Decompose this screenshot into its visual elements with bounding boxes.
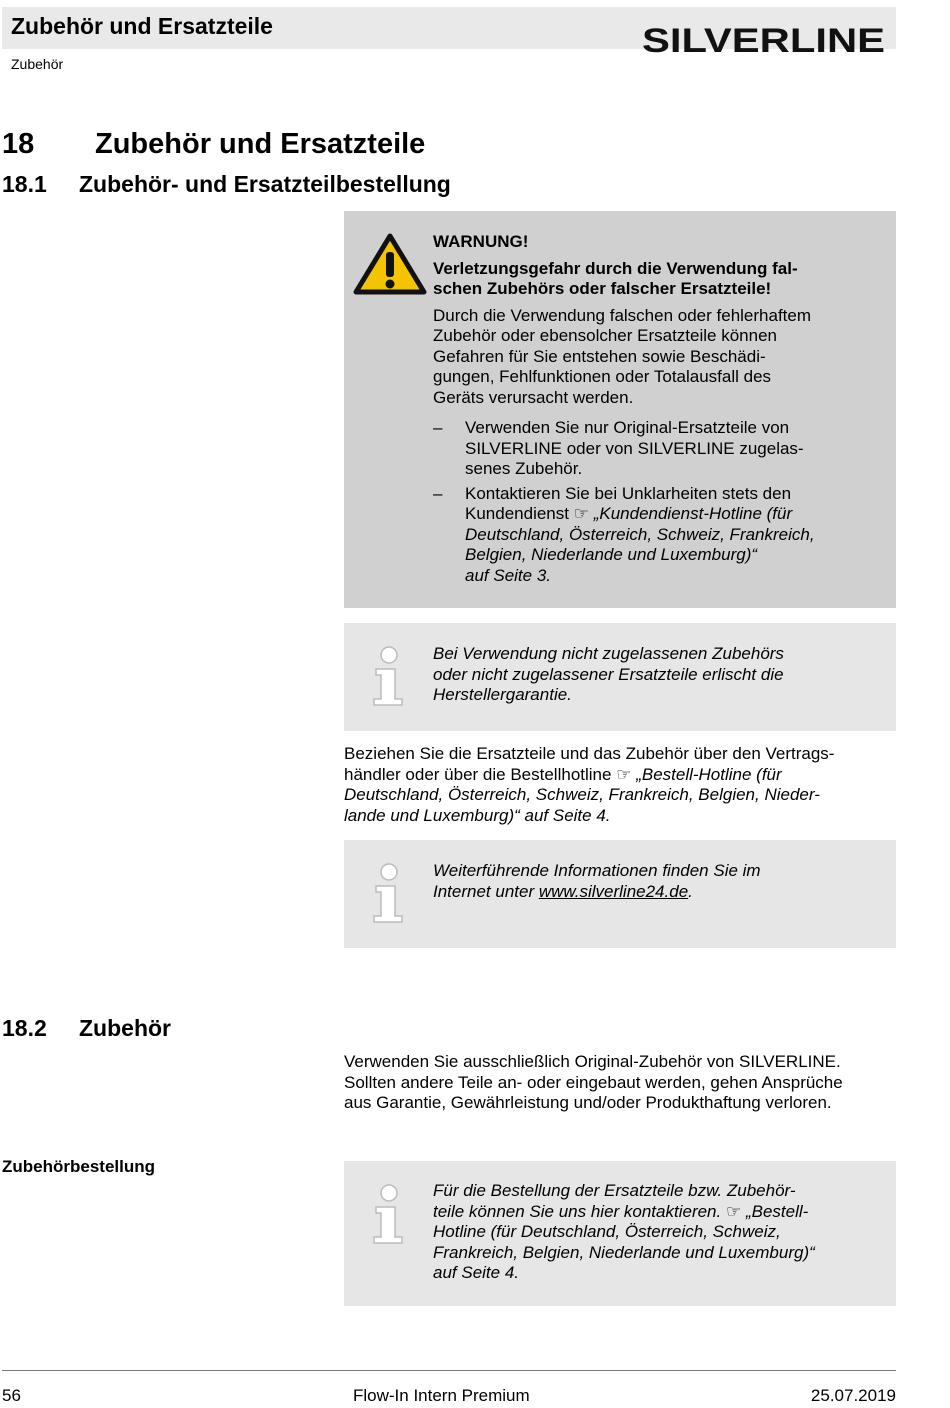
hand-pointer-icon: ☞	[616, 764, 632, 784]
bullet-line	[465, 504, 873, 525]
paragraph-line: aus Garantie, Gewährleistung und/oder Produkthaftung verloren.	[344, 1093, 832, 1112]
warning-label: WARNUNG!	[433, 232, 529, 251]
info-line: Herstellergarantie.	[433, 685, 572, 704]
info-icon	[370, 645, 406, 707]
info-box	[344, 840, 896, 948]
warning-body-line: gungen, Fehlfunktionen oder Totalausfall des	[433, 367, 772, 386]
product-name: Flow-In Intern Premium	[353, 1386, 530, 1405]
link-bestell-hotline-line[interactable]: lande und Luxemburg)“ auf Seite 4.	[344, 805, 611, 825]
bullet-line: Kontaktieren Sie bei Unklarheiten stets den	[465, 483, 792, 503]
warning-body-line: Zubehör oder ebensolcher Ersatzteile können	[433, 326, 777, 345]
bullet-prefix: Kundendienst	[465, 504, 569, 523]
warning-box	[344, 211, 896, 608]
warning-headline-2: schen Zubehörs oder falscher Ersatzteile!	[433, 279, 772, 298]
paragraph-line	[344, 765, 904, 786]
info-line	[433, 1202, 873, 1223]
warning-triangle-icon	[353, 233, 427, 295]
info-line: oder nicht zugelassener Ersatzteile erlischt die	[433, 664, 784, 684]
info-line-text: teile können Sie uns hier kontaktieren.	[433, 1201, 722, 1221]
warning-body-line: Geräts verursacht werden.	[433, 387, 634, 407]
bullet-line: SILVERLINE oder von SILVERLINE zugelas-	[465, 438, 804, 458]
info-suffix: .	[688, 881, 693, 901]
info-line: Bei Verwendung nicht zugelassenen Zubehörs	[433, 644, 784, 663]
link-kundendienst-line[interactable]: Deutschland, Österreich, Schweiz, Frankreich,	[465, 524, 815, 544]
section-title: Zubehör und Ersatzteile	[95, 128, 426, 160]
warning-bullet	[433, 484, 873, 587]
page-number: 56	[2, 1386, 21, 1405]
section-number: 18	[2, 128, 35, 160]
bullet-dash: –	[433, 483, 443, 503]
subsection-title: Zubehör- und Ersatzteilbestellung	[79, 171, 451, 197]
hand-pointer-icon: ☞	[573, 504, 589, 523]
website-link[interactable]: www.silverline24.de	[538, 881, 689, 901]
paragraph-line: Sollten andere Teile an- oder eingebaut werden, gehen Ansprüche	[344, 1072, 843, 1092]
info-box	[344, 623, 896, 731]
hand-pointer-icon: ☞	[725, 1201, 742, 1221]
warning-body-line: Gefahren für Sie entstehen sowie Beschädi-	[433, 346, 766, 366]
info-box	[344, 1161, 896, 1306]
info-line: Weiterführende Informationen finden Sie im	[433, 861, 761, 880]
silverline-logo	[642, 24, 887, 56]
link-kundendienst-line[interactable]: auf Seite 3.	[465, 565, 552, 585]
footer-divider	[2, 1370, 896, 1371]
document-date: 25.07.2019	[810, 1386, 896, 1405]
link-bestell-hotline-line[interactable]: Deutschland, Österreich, Schweiz, Frankreich, Belgien, Nieder-	[344, 785, 820, 804]
warning-headline-1: Verletzungsgefahr durch die Verwendung fal-	[433, 258, 798, 278]
info-line	[433, 882, 873, 903]
warning-bullet	[433, 418, 873, 480]
link-bestell-hotline[interactable]: „Bestell-	[745, 1201, 809, 1221]
subsection-title: Zubehör	[79, 1015, 171, 1041]
link-bestell-hotline-line[interactable]: Hotline (für Deutschland, Österreich, Schweiz,	[433, 1222, 781, 1241]
accessory-paragraph	[344, 1052, 904, 1114]
info-icon	[370, 1183, 406, 1245]
link-kundendienst-line[interactable]: Belgien, Niederlande und Luxemburg)“	[465, 545, 758, 564]
subsection-number: 18.1	[2, 171, 47, 197]
logo-text: SILVERLINE	[642, 24, 885, 56]
order-paragraph	[344, 744, 904, 826]
side-label: Zubehörbestellung	[2, 1157, 155, 1176]
info-prefix: Internet unter	[433, 881, 535, 901]
bullet-line: senes Zubehör.	[465, 459, 583, 478]
paragraph-prefix: händler oder über die Bestellhotline	[344, 764, 612, 784]
bullet-line: Verwenden Sie nur Original-Ersatzteile von	[465, 418, 790, 437]
header-title: Zubehör und Ersatzteile	[11, 13, 273, 39]
bullet-dash: –	[433, 418, 443, 437]
link-bestell-hotline-line[interactable]: Frankreich, Belgien, Niederlande und Luxemburg)“	[433, 1242, 815, 1262]
info-icon	[370, 862, 406, 924]
header-subtitle: Zubehör	[11, 56, 64, 72]
warning-body-line: Durch die Verwendung falschen oder fehlerhaftem	[433, 305, 812, 325]
subsection-number: 18.2	[2, 1015, 47, 1041]
link-bestell-hotline-line[interactable]: auf Seite 4.	[433, 1263, 520, 1282]
info-line: Für die Bestellung der Ersatzteile bzw. Zubehör-	[433, 1181, 796, 1200]
link-bestell-hotline[interactable]: „Bestell-Hotline (für	[636, 764, 782, 784]
paragraph-line: Beziehen Sie die Ersatzteile und das Zubehör über den Vertrags-	[344, 744, 835, 763]
link-kundendienst[interactable]: „Kundendienst-Hotline (für	[593, 504, 793, 523]
paragraph-line: Verwenden Sie ausschließlich Original-Zubehör von SILVERLINE.	[344, 1052, 841, 1071]
